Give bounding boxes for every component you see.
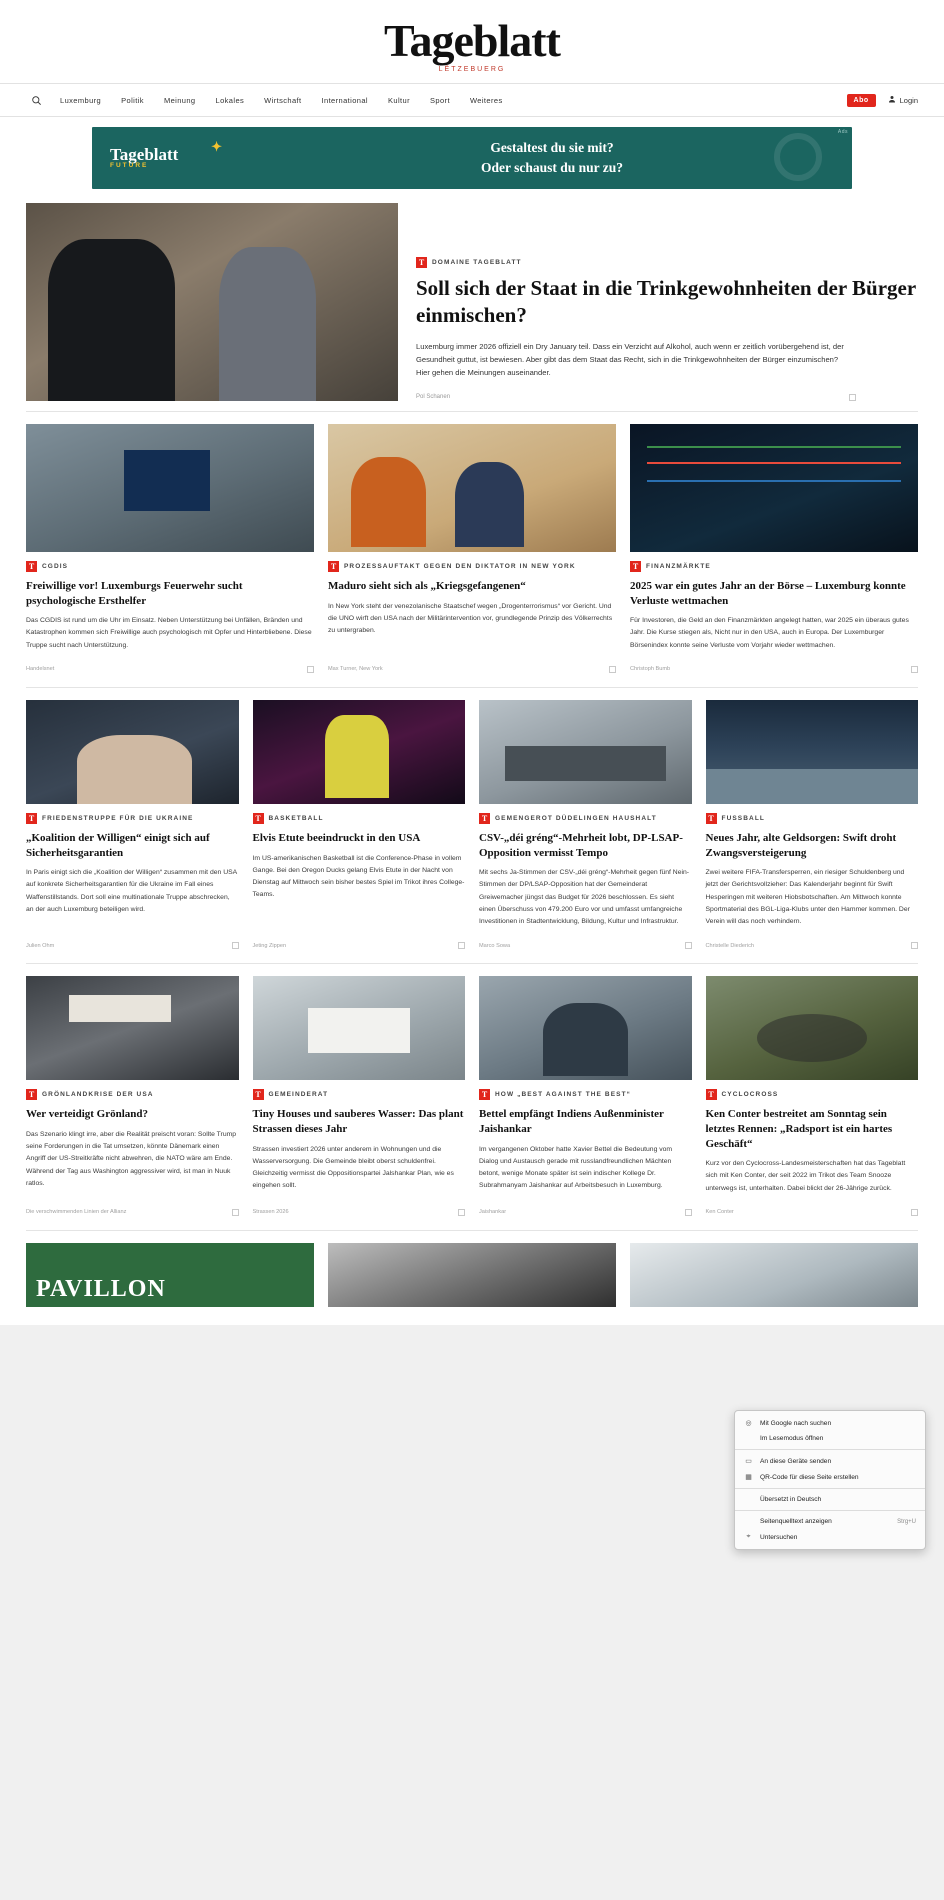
lead-kicker — [416, 257, 918, 268]
context-menu-item-search-google[interactable] — [735, 1415, 925, 1431]
article-teaser: Das Szenario klingt irre, aber die Realität preischt voran: Sollte Trump seine Forderungen in die Tat umsetzen, könnte Dänemark einen Angriff der US-Streitkräfte nicht abwehren, die NATO wäre am Ende. Während der Tag aus Washington aggressiver wird, ist man in Nuuk ratlos. — [26, 1131, 237, 1187]
login-button[interactable] — [888, 95, 918, 105]
image-placeholder — [479, 976, 692, 1080]
article-kicker — [706, 1089, 919, 1100]
article-headline[interactable]: Neues Jahr, alte Geldsorgen: Swift droht Zwangsversteigerung — [705, 831, 897, 859]
google-icon: ◎ — [745, 1420, 752, 1427]
article-body — [630, 552, 918, 673]
article-body — [479, 1080, 692, 1216]
qr-icon: ▦ — [745, 1474, 752, 1481]
article-headline[interactable]: Tiny Houses und sauberes Wasser: Das plant Strassen dieses Jahr — [252, 1108, 464, 1135]
article-headline[interactable]: Ken Conter bestreitet am Sonntag sein letztes Rennen: „Radsport ist ein hartes Geschäft“ — [705, 1108, 893, 1150]
lead-article-body — [398, 203, 918, 401]
tageblatt-mark-icon: T — [253, 813, 264, 824]
masthead — [0, 0, 944, 83]
article-image[interactable] — [479, 700, 692, 804]
context-menu-separator — [735, 1488, 925, 1489]
article-credit: Christoph Bumb — [630, 666, 671, 673]
article-card[interactable] — [328, 424, 616, 673]
nav-items — [60, 96, 847, 105]
article-credit: Strassen 2026 — [252, 1209, 289, 1216]
article-card[interactable] — [253, 976, 466, 1216]
article-body — [26, 804, 239, 949]
lead-credit: Pol Schanen — [416, 394, 451, 401]
bookmark-icon[interactable] — [307, 666, 314, 673]
article-grid-row-2 — [26, 700, 918, 964]
article-headline[interactable]: Freiwillige vor! Luxemburgs Feuerwehr sucht psychologische Ersthelfer — [26, 580, 243, 607]
main-navigation — [0, 83, 944, 117]
tageblatt-mark-icon: T — [479, 1089, 490, 1100]
article-teaser: Im vergangenen Oktober hatte Xavier Bettel die Bedeutung vom Dialog und Austausch gerade mit russlandfreundlichen Mächten betont, wenige Monate später ist sein indischer Kollege Dr. Subrahmanyam Jaishankar auf Arbeitsbesuch in Luxemburg. — [479, 1145, 673, 1190]
lead-kicker-label: DOMAINE TAGEBLATT — [432, 259, 522, 266]
article-image[interactable] — [253, 700, 466, 804]
article-body — [253, 1080, 466, 1216]
article-credit-row — [706, 1195, 919, 1216]
article-credit: Julien Ohm — [26, 942, 55, 949]
context-menu-separator — [735, 1510, 925, 1511]
article-credit: Max Turner, New York — [328, 666, 383, 673]
star-icon: ✦ — [211, 139, 222, 155]
context-menu-item-view-source[interactable] — [735, 1514, 925, 1529]
context-menu-item-create-qr-code[interactable] — [735, 1469, 925, 1485]
bookmark-icon[interactable] — [232, 1209, 239, 1216]
article-kicker — [328, 561, 616, 572]
article-card[interactable] — [479, 976, 692, 1216]
nav-item-weiteres[interactable]: Weiteres — [469, 95, 503, 105]
bookmark-icon[interactable] — [911, 1209, 918, 1216]
image-placeholder — [328, 1243, 616, 1307]
article-headline[interactable]: Maduro sieht sich als „Kriegsgefangenen“ — [328, 580, 526, 592]
article-credit-row — [253, 1195, 466, 1216]
ad-marker: Ads — [837, 129, 848, 135]
article-teaser: Kurz vor den Cyclocross-Landesmeisterschaften hat das Tageblatt sich mit Ken Conter, der seit 2022 im Trikot des Team Snooze unterwegs ist, unterhalten. Dabei blickt der 26-Jährige zurück. — [705, 1160, 906, 1192]
search-icon[interactable] — [26, 90, 46, 110]
article-kicker-label: CYCLOCROSS — [721, 1091, 779, 1099]
lead-teaser: Luxemburg immer 2026 offiziell ein Dry January teil. Dass ein Verzicht auf Alkohol, auch wenn er zeitlich vorübergehend ist, der Gesundheit guttut, ist bewiesen. Aber gibt das dem Staat das Recht, sich in die Trinkgewohnheiten der Bürger einzumischen? Hier gehen die Meinungen auseinander. — [416, 341, 844, 378]
article-teaser: Zwei weitere FIFA-Transfersperren, ein riesiger Schuldenberg und jetzt der Gerichtsvollzieher: Das Kalenderjahr beginnt für Swift Hesperingen mit weiteren Hiobsbotschaften. Am Mittwoch konnte Sportmaterial des BGL-Liga-Klubs unter den Hammer kommen. Der Verein will das noch verhindern. — [705, 869, 910, 926]
bookmark-icon[interactable] — [458, 1209, 465, 1216]
context-menu-label: QR-Code für diese Seite erstellen — [760, 1473, 859, 1481]
tageblatt-mark-icon: T — [416, 257, 427, 268]
bottom-image-strip — [26, 1243, 918, 1325]
article-kicker-label: HOW „BEST AGAINST THE BEST“ — [495, 1091, 631, 1099]
nav-item-lokales[interactable]: Lokales — [215, 95, 245, 105]
banner-brand-name: Tageblatt — [110, 145, 179, 165]
article-credit-row — [479, 1195, 692, 1216]
article-card[interactable] — [479, 700, 692, 949]
bookmark-icon[interactable] — [685, 1209, 692, 1216]
article-body — [479, 804, 692, 949]
tageblatt-mark-icon: T — [706, 813, 717, 824]
image-placeholder — [630, 424, 918, 552]
article-credit-row — [706, 928, 919, 949]
tageblatt-mark-icon: T — [26, 813, 37, 824]
image-placeholder — [26, 203, 398, 401]
article-credit-row — [479, 928, 692, 949]
article-teaser: Mit sechs Ja-Stimmen der CSV-„déi gréng“-Mehrheit gegen fünf Nein-Stimmen der DP/LSAP-Opposition hat der Gemeinderat Greiwemacher jüngst das Budget für 2026 beschlossen. Es sieht einen Überschuss von 479.200 Euro vor und umfasst umfangreiche Investitionen in Stadtentwicklung, Bildung, Kultur und Infrastruktur. — [479, 869, 690, 926]
article-credit: Marco Sowa — [479, 942, 511, 949]
article-credit-row — [253, 928, 466, 949]
lead-article-image[interactable] — [26, 203, 398, 401]
bookmark-icon[interactable] — [685, 942, 692, 949]
article-body — [706, 1080, 919, 1216]
strip-item[interactable] — [630, 1243, 918, 1307]
article-teaser: Im US-amerikanischen Basketball ist die Conference-Phase in vollem Gange. Bei den Oregon Ducks gelang Elvis Etute in der Nacht von Dienstag auf Mittwoch sein bisher bestes Spiel im Trikot ihres College-Teams. — [252, 854, 465, 899]
article-credit: Jaishankar — [479, 1209, 507, 1216]
banner-line-2: Oder schaust du nur zu? — [480, 160, 624, 175]
article-image[interactable] — [706, 700, 919, 804]
article-credit: Handelsnet — [26, 666, 55, 673]
article-credit-row — [630, 652, 918, 673]
article-teaser: Strassen investiert 2026 unter anderem in Wohnungen und die Wasserversorgung. Die Gemeinde bleibt oberst schuldenfrei. Gleichzeitig vermisst die Oppositionspartei Jalshankar Plan, wie es eingehen sollt. — [252, 1145, 454, 1190]
tageblatt-mark-icon: T — [26, 561, 37, 572]
bookmark-icon[interactable] — [609, 666, 616, 673]
article-kicker-label: GRÖNLANDKRISE DER USA — [42, 1091, 154, 1099]
article-headline[interactable]: Wer verteidigt Grönland? — [26, 1108, 149, 1121]
tageblatt-mark-icon: T — [328, 561, 339, 572]
article-kicker-label: BASKETBALL — [268, 814, 324, 822]
tageblatt-mark-icon: T — [26, 1089, 37, 1100]
article-kicker-label: FUSSBALL — [721, 814, 765, 822]
article-kicker-label: GEMENGEROT DÜDELINGEN HAUSHALT — [495, 814, 657, 822]
article-headline[interactable]: Elvis Etute beeindruckt in den USA — [252, 831, 421, 844]
image-placeholder — [706, 700, 919, 804]
article-image[interactable] — [26, 976, 239, 1080]
article-credit: Die verschwimmenden Linien der Allianz — [26, 1209, 127, 1216]
article-image[interactable] — [479, 976, 692, 1080]
image-placeholder — [26, 424, 314, 552]
article-kicker — [26, 813, 239, 824]
nav-item-international[interactable]: International — [321, 95, 368, 105]
site-logo-sub: LËTZEBUERG — [438, 66, 506, 73]
article-credit-row — [26, 928, 239, 949]
article-credit: Jeting Zippen — [252, 942, 287, 949]
lead-credit-row — [416, 394, 856, 401]
nav-item-luxemburg[interactable]: Luxemburg — [60, 95, 102, 105]
nav-item-sport[interactable]: Sport — [430, 95, 450, 105]
article-kicker-label: FRIEDENSTRUPPE FÜR DIE UKRAINE — [42, 814, 194, 822]
article-credit: Ken Conter — [705, 1209, 734, 1216]
banner-brand-sub: FUTURE — [110, 162, 149, 170]
tageblatt-mark-icon: T — [253, 1089, 264, 1100]
site-logo[interactable]: Tageblatt — [384, 15, 560, 66]
strip-item[interactable] — [328, 1243, 616, 1307]
article-headline[interactable]: „Koalition der Willigen“ einigt sich auf Sicherheitsgarantien — [26, 831, 210, 859]
image-placeholder — [253, 976, 466, 1080]
context-menu-separator — [735, 1449, 925, 1450]
article-teaser: Das CGDIS ist rund um die Uhr im Einsatz. Neben Unterstützung bei Unfällen, Bränden und Katastrophen kommen sich Freiwillige auch psychologisch mit Opfer und Hinterbliebene. Diese Truppe sucht nach Unterstützung. — [26, 617, 312, 649]
tageblatt-mark-icon: T — [706, 1089, 717, 1100]
nav-item-kultur[interactable]: Kultur — [388, 95, 410, 105]
tageblatt-mark-icon: T — [479, 813, 490, 824]
article-image[interactable] — [630, 424, 918, 552]
context-menu-item-send-to-devices[interactable] — [735, 1453, 925, 1469]
article-kicker — [253, 813, 466, 824]
article-kicker — [26, 1089, 239, 1100]
context-menu-item-reader-mode[interactable] — [735, 1431, 925, 1446]
article-credit-row — [26, 652, 314, 673]
nav-item-wirtschaft[interactable]: Wirtschaft — [264, 95, 302, 105]
article-body — [26, 1080, 239, 1216]
context-menu-label: An diese Geräte senden — [760, 1457, 832, 1465]
article-image[interactable] — [26, 700, 239, 804]
context-menu-label: Mit Google nach suchen — [760, 1419, 832, 1427]
article-teaser: Für Investoren, die Geld an den Finanzmärkten angelegt hatten, war 2025 ein überaus gutes Jahr. Die Kurse stiegen als, Nicht nur in den USA, auch in Europa. Der Luxemburger Börsenindex konnte seine Verluste vom Vorjahr wieder wettmachen. — [630, 617, 909, 649]
context-menu-item-translate[interactable] — [735, 1492, 925, 1507]
lead-article[interactable] — [26, 203, 918, 412]
browser-context-menu[interactable] — [734, 1410, 926, 1550]
article-card[interactable] — [706, 700, 919, 949]
article-kicker — [253, 1089, 466, 1100]
article-headline[interactable]: 2025 war ein gutes Jahr an der Börse – Luxemburg konnte Verluste wettmachen — [630, 580, 906, 607]
image-placeholder — [253, 700, 466, 804]
devices-icon: ▭ — [745, 1458, 752, 1465]
bookmark-icon[interactable] — [458, 942, 465, 949]
image-placeholder — [26, 700, 239, 804]
image-placeholder — [706, 976, 919, 1080]
context-menu-label: Seitenquelltext anzeigen — [760, 1518, 832, 1525]
user-icon — [888, 95, 896, 105]
strip-item[interactable] — [26, 1243, 314, 1307]
context-menu-label: Untersuchen — [760, 1533, 798, 1541]
banner-copy — [252, 138, 852, 177]
article-grid-row-1 — [26, 424, 918, 688]
article-kicker — [26, 561, 314, 572]
article-image[interactable] — [26, 424, 314, 552]
banner-ad[interactable] — [92, 127, 852, 189]
article-teaser: In New York steht der venezolanische Staatschef wegen „Drogenterrorismus“ vor Gericht. Und die UNO wirft den USA nach der Militärintervention vor, grundlegende Prinzip des Völkerrechts zu untergraben. — [328, 602, 613, 635]
inspect-icon: ⌖ — [746, 1533, 751, 1540]
article-kicker — [630, 561, 918, 572]
nav-item-meinung[interactable]: Meinung — [163, 95, 196, 105]
strip-item-label: PAVILLON — [36, 1275, 166, 1302]
image-placeholder — [328, 424, 616, 552]
article-kicker — [479, 813, 692, 824]
article-body — [253, 804, 466, 949]
bookmark-icon[interactable] — [911, 942, 918, 949]
article-kicker — [706, 813, 919, 824]
article-kicker-label: GEMEINDERAT — [268, 1091, 329, 1099]
article-grid-row-3 — [26, 976, 918, 1231]
context-menu-label: Im Lesemodus öffnen — [760, 1435, 824, 1442]
banner-brand — [92, 139, 252, 170]
article-teaser: In Paris einigt sich die „Koalition der Willigen“ zusammen mit den USA auf konkrete Sicherheitsgarantien für die Ukraine im Fall eines Waffenstillstands. Dort soll eine multinationale Truppe abschrecken, an der auch Luxemburg beteiligen wird. — [26, 869, 237, 913]
image-placeholder — [26, 1243, 314, 1307]
article-headline[interactable]: CSV-„déi gréng“-Mehrheit lobt, DP-LSAP-Opposition vermisst Tempo — [479, 831, 683, 859]
article-kicker-label: PROZESSAUFTAKT GEGEN DEN DIKTATOR IN NEW YORK — [344, 563, 576, 570]
article-credit: Christelle Diederich — [705, 942, 754, 949]
login-label: Login — [899, 95, 918, 105]
article-body — [706, 804, 919, 949]
lead-headline[interactable]: Soll sich der Staat in die Trinkgewohnheiten der Bürger einmischen? — [416, 276, 916, 327]
bookmark-icon[interactable] — [232, 942, 239, 949]
article-card[interactable] — [26, 700, 239, 949]
image-placeholder — [630, 1243, 918, 1307]
bookmark-icon[interactable] — [849, 394, 856, 401]
article-card[interactable] — [253, 700, 466, 949]
article-body — [26, 552, 314, 673]
article-image[interactable] — [253, 976, 466, 1080]
article-image[interactable] — [328, 424, 616, 552]
image-placeholder — [26, 976, 239, 1080]
abo-button[interactable]: Abo — [847, 94, 876, 107]
article-credit-row — [328, 652, 616, 673]
article-credit-row — [26, 1195, 239, 1216]
article-card[interactable] — [26, 424, 314, 673]
article-kicker-label: CGDIS — [42, 563, 69, 570]
tageblatt-mark-icon: T — [630, 561, 641, 572]
article-card[interactable] — [26, 976, 239, 1216]
article-kicker — [479, 1089, 692, 1100]
article-image[interactable] — [706, 976, 919, 1080]
article-card[interactable] — [706, 976, 919, 1216]
context-menu-label: Übersetzt in Deutsch — [760, 1496, 822, 1503]
banner-line-1: Gestaltest du sie mit? — [490, 140, 614, 156]
context-menu-item-inspect[interactable] — [735, 1529, 925, 1545]
bookmark-icon[interactable] — [911, 666, 918, 673]
article-headline[interactable]: Bettel empfängt Indiens Außenminister Jaishankar — [479, 1108, 664, 1135]
article-body — [328, 552, 616, 673]
article-card[interactable] — [630, 424, 918, 673]
context-menu-shortcut: Strg+U — [897, 1518, 916, 1525]
image-placeholder — [479, 700, 692, 804]
nav-right — [847, 94, 918, 107]
banner-ad-wrapper — [0, 117, 944, 197]
article-kicker-label: FINANZMÄRKTE — [646, 563, 711, 570]
banner-decoration — [774, 133, 822, 181]
nav-item-politik[interactable]: Politik — [121, 95, 144, 105]
